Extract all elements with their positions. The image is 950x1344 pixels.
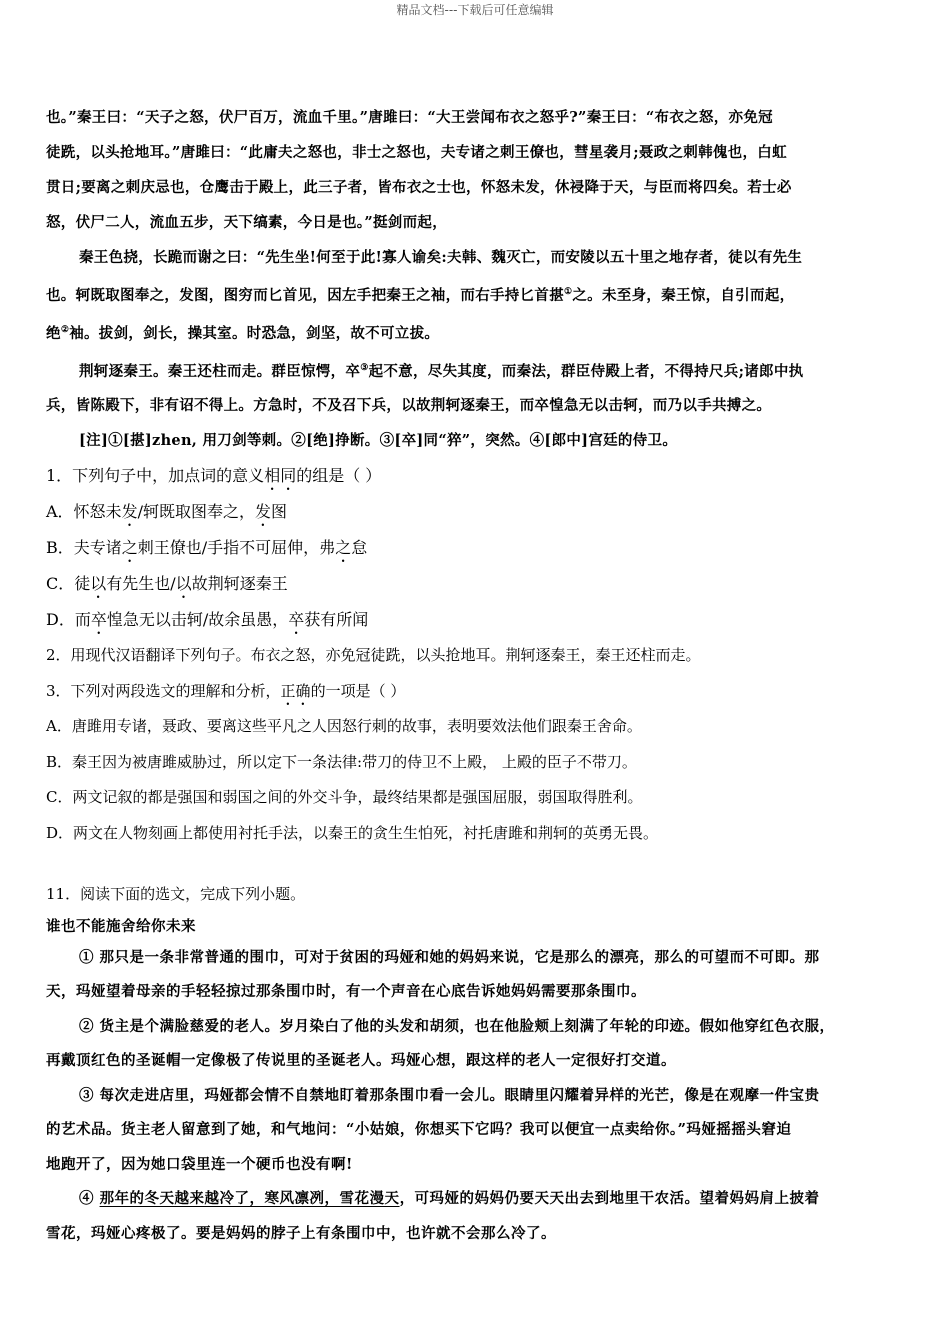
option-text: D．而: [46, 610, 91, 630]
emphasized-word: 卒: [288, 610, 305, 630]
text-line: ② 货主是个满脸慈爱的老人。岁月染白了他的头发和胡须，也在他脸颊上刻满了年轮的印迹。假如他穿红色衣服，: [79, 1017, 835, 1035]
document-body: [46, 100, 906, 1251]
text-line: ③ 每次走进店里，玛娅都会情不自禁地盯着那条围巾看一会儿。眼睛里闪耀着异样的光芒，像是在观摩一件宝贵: [79, 1086, 820, 1104]
emphasized-word: 以: [175, 574, 192, 594]
question-text: 3．下列对两段选文的理解和分析，: [46, 681, 281, 700]
question-text: 的一项是（ ）: [310, 681, 406, 700]
article-title: 谁也不能施舍给你未来: [46, 917, 196, 935]
text-line: 的艺术品。货主老人留意到了她，和气地问：“小姑娘，你想买下它吗？我可以便宜一点卖给你。”玛娅摇摇头窘迫: [46, 1121, 792, 1139]
emphasized-word: 以: [90, 574, 107, 594]
option-text: 故荆轲逐秦王: [191, 574, 288, 594]
emphasized-word: 卒: [90, 610, 107, 630]
text-line: 也。轲既取图奉之，发图，图穷而匕首见，因左手把秦王之袖，而右手持匕首揕: [46, 286, 564, 304]
footnote-mark: ①: [564, 287, 573, 297]
emphasized-word: 之: [335, 538, 352, 558]
question-text: 的组是（ ）: [296, 466, 382, 486]
question-1: [46, 458, 906, 494]
option-text: 刺王僚也/手指不可屈伸，弗: [137, 538, 336, 558]
text-span: 起不意，尽失其度，而秦法，群臣侍殿上者，不得持尺兵;诸郎中执: [368, 362, 804, 380]
page-header: 精品文档---下载后可任意编辑: [396, 3, 554, 17]
option-3c: C．两文记叙的都是强国和弱国之间的外交斗争，最终结果都是强国屈服，弱国取得胜利。: [46, 788, 643, 807]
text-line: 贯日;要离之刺庆忌也，仓鹰击于殿上，此三子者，皆布衣之士也，怀怒未发，休祲降于天，与臣而将四矣。若士必: [46, 179, 792, 196]
text-line: [46, 1182, 820, 1217]
text-line: ① 那只是一条非常普通的围巾，可对于贫困的玛娅和她的妈妈来说，它是那么的漂亮，那么的可望而不可即。那: [79, 948, 820, 966]
article-paragraph-2: [46, 1010, 906, 1079]
option-text: 惶急无以击轲/故余虽愚，: [106, 610, 289, 630]
text-line: 兵，皆陈殿下，非有诏不得上。方急时，不及召下兵，以故荆轲逐秦王，而卒惶急无以击轲，而乃以手共搏之。: [46, 397, 772, 415]
text-line: 绝: [46, 324, 61, 342]
emphasized-word: 发: [254, 502, 271, 522]
question-text: 1．下列句子中，加点词的意义: [46, 466, 265, 486]
option-1d: [46, 602, 906, 638]
text-span: ，可玛娅的妈妈仍要天天出去到地里干农活。望着妈妈肩上披着: [399, 1190, 820, 1208]
text-line: 天，玛娅望着母亲的手轻轻掠过那条围巾时，有一个声音在心底告诉她妈妈需要那条围巾。: [46, 983, 646, 1001]
emphasized-word: 正确: [280, 681, 311, 700]
underlined-sentence: 那年的冬天越来越冷了，寒风凛冽，雪花漫天: [99, 1190, 400, 1208]
option-text: 有先生也/: [106, 574, 176, 594]
paragraph-number: ④: [79, 1190, 100, 1208]
option-text: /轲既取图奉之，: [137, 502, 255, 522]
text-line: 也。”秦王曰：“天子之怒，伏尸百万，流血千里。”唐雎曰：“大王尝闻布衣之怒乎?”秦王曰：“布衣之怒，亦免冠: [46, 109, 773, 126]
passage-classical: [46, 100, 906, 458]
article-paragraph-4: [46, 1182, 906, 1251]
option-text: B．夫专诸: [46, 538, 122, 558]
text-line: 袖。拔剑，剑长，操其室。时恐急，剑坚，故不可立拔。: [69, 324, 440, 342]
option-text: 怠: [351, 538, 368, 558]
text-line: 雪花，玛娅心疼极了。要是妈妈的脖子上有条围巾中，也许就不会那么冷了。: [46, 1224, 556, 1242]
text-line: [46, 351, 803, 389]
emphasized-word: 发: [121, 502, 138, 522]
text-line: 再戴顶红色的圣诞帽一定像极了传说里的圣诞老人。玛娅心想，跟这样的老人一定很好打交道。: [46, 1052, 676, 1070]
text-line: 徒跣，以头抢地耳。”唐雎曰：“此庸夫之怒也，非士之怒也，夫专诸之刺王僚也，彗星袭月;聂政之刺韩傀也，白虹: [46, 144, 787, 161]
paragraph-1: [46, 100, 906, 240]
annotation-notes: [注]①[揕]zhen, 用刀剑等刺。②[绝]挣断。③[卒]同“猝”，突然。④[郎中]宫廷的侍卫。: [79, 432, 678, 450]
text-line: 之。未至身，秦王惊，自引而起，: [572, 286, 795, 304]
section-spacer: [46, 851, 906, 877]
text-span: 荆轲逐秦王。秦王还柱而走。群臣惊愕，卒: [79, 362, 361, 380]
option-3a: A．唐雎用专诸，聂政、要离这些平凡之人因怒行刺的故事，表明要效法他们跟秦王舍命。: [46, 717, 642, 736]
text-line: 地跑开了，因为她口袋里连一个硬币也没有啊!: [46, 1155, 353, 1173]
footnote-mark: ②: [60, 324, 70, 335]
emphasized-word: 相同: [264, 466, 297, 486]
text-line: 怒，伏尸二人，流血五步，天下缟素，今日是也。”挺剑而起，: [46, 214, 447, 231]
paragraph-3: [46, 351, 906, 424]
question-2: 2．用现代汉语翻译下列句子。布衣之怒，亦免冠徒跣，以头抢地耳。荆轲逐秦王，秦王还柱而走。: [46, 646, 701, 665]
question-3: [46, 674, 906, 710]
option-text: 获有所闻: [304, 610, 369, 630]
article-paragraph-3: [46, 1079, 906, 1183]
option-1c: [46, 566, 906, 602]
footnote-mark: ③: [360, 362, 369, 373]
section-11: [46, 877, 906, 1251]
article-paragraph-1: [46, 941, 906, 1010]
option-3d: D．两文在人物刻画上都使用衬托手法，以秦王的贪生生怕死，衬托唐雎和荆轲的英勇无畏。: [46, 823, 659, 842]
paragraph-2: [46, 240, 906, 351]
option-1a: [46, 494, 906, 530]
option-1b: [46, 530, 906, 566]
option-text: C．徒: [46, 574, 91, 594]
section-heading: 11．阅读下面的选文，完成下列小题。: [46, 885, 306, 904]
option-text: 图: [271, 502, 288, 522]
option-text: A．怀怒未: [46, 502, 122, 522]
emphasized-word: 之: [121, 538, 138, 558]
questions-block: [46, 458, 906, 851]
text-line: 秦王色挠，长跪而谢之曰：“先生坐!何至于此!寡人谕矣:夫韩、魏灭亡，而安陵以五十里之地存者，徒以有先生: [79, 249, 803, 266]
option-3b: B．秦王因为被唐雎威胁过，所以定下一条法律:带刀的侍卫不上殿， 上殿的臣子不带刀。: [46, 752, 637, 771]
